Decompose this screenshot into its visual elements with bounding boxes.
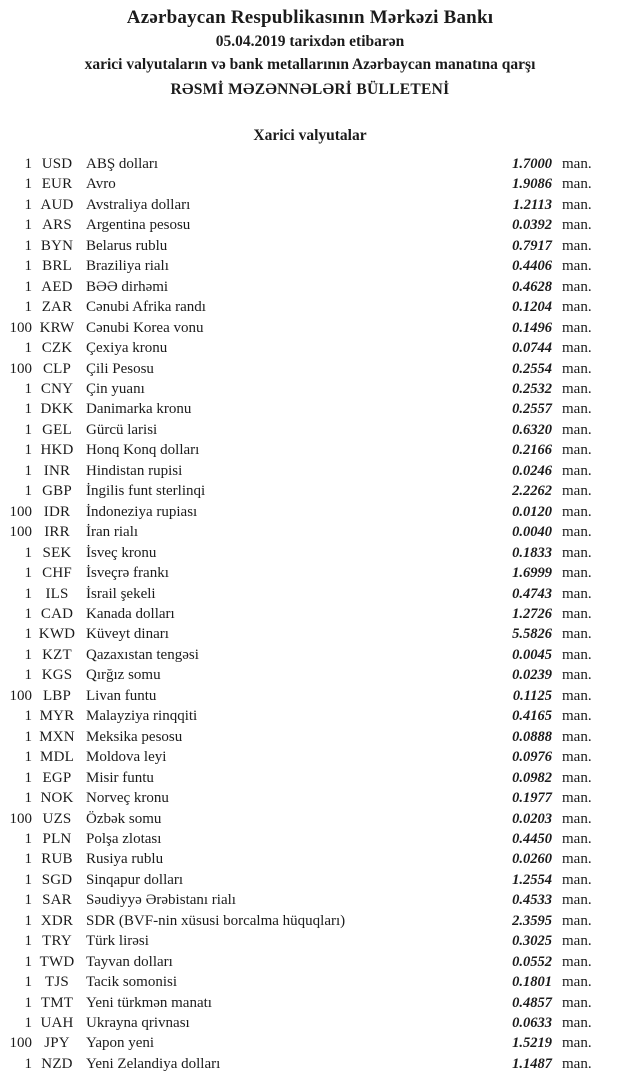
rate-row [0,563,606,583]
row-currency-name: Tacik somonisi [86,974,178,991]
row-unit-label: man. [562,503,592,520]
row-currency-name: Yapon yeni [86,1035,155,1052]
row-currency-code: CNY [40,380,74,397]
row-rate-value: 2.2262 [512,483,552,500]
row-rate-value: 0.2532 [512,380,552,397]
row-rate-value: 0.1801 [512,974,552,991]
row-currency-code: BRL [42,258,72,275]
row-currency-code: GBP [42,483,72,500]
row-rate-value: 0.1204 [512,299,552,316]
row-rate-value: 0.1977 [512,790,552,807]
subject-line: xarici valyutaların və bank metallarının Azərbaycan manatına qarşı [84,56,536,73]
row-unit-label: man. [562,626,592,643]
row-currency-code: INR [43,462,71,479]
row-unit-label: man. [562,360,592,377]
row-unit-label: man. [562,1035,592,1052]
row-currency-name: Cənubi Afrika randı [86,299,206,316]
row-currency-name: Sinqapur dolları [86,871,184,888]
row-rate-value: 1.1487 [512,1055,552,1072]
row-rate-value: 0.2557 [512,401,552,418]
row-rate-value: 0.4743 [512,585,552,602]
rate-row [0,972,606,992]
row-quantity: 1 [24,871,32,888]
row-unit-label: man. [562,953,592,970]
row-currency-name: Honq Konq dolları [86,442,200,459]
row-quantity: 1 [24,380,32,397]
row-currency-code: AUD [40,196,74,213]
row-quantity: 1 [24,156,32,172]
row-unit-label: man. [562,524,592,541]
row-rate-value: 0.4533 [512,892,552,909]
row-currency-code: RUB [41,851,73,868]
row-rate-value: 1.9086 [512,176,552,193]
row-currency-name: Səudiyyə Ərəbistanı rialı [86,892,236,909]
row-quantity: 1 [24,708,32,725]
row-rate-value: 0.4165 [512,708,552,725]
row-rate-value: 0.0120 [512,503,552,520]
row-quantity: 100 [9,687,32,704]
row-rate-value: 0.4857 [512,994,552,1011]
row-unit-label: man. [562,830,592,847]
row-currency-name: Braziliya rialı [86,258,169,275]
row-rate-value: 0.1125 [512,687,552,704]
row-currency-code: KGS [41,667,73,684]
row-currency-code: ZAR [41,299,73,316]
bulletin-title: RƏSMİ MƏZƏNNƏLƏRİ BÜLLETENİ [170,81,450,98]
row-currency-code: TJS [45,974,69,991]
rate-row [0,645,606,665]
rate-row [0,584,606,604]
row-currency-code: TMT [40,994,74,1011]
rate-row [0,1033,606,1053]
row-quantity: 1 [24,237,32,254]
row-unit-label: man. [562,299,592,316]
row-rate-value: 0.0633 [512,1015,552,1032]
row-quantity: 1 [24,585,32,602]
row-quantity: 100 [9,810,32,827]
row-currency-name: Cənubi Korea vonu [86,319,204,336]
row-currency-code: MXN [39,728,75,745]
row-currency-code: UAH [40,1015,74,1032]
row-unit-label: man. [562,176,592,193]
row-quantity: 1 [24,667,32,684]
row-unit-label: man. [562,544,592,561]
row-rate-value: 0.0888 [512,728,552,745]
row-rate-value: 0.2554 [512,360,552,377]
row-currency-code: MDL [40,749,74,766]
row-currency-name: Belarus rublu [86,237,168,254]
row-currency-code: EUR [41,176,73,193]
rate-row [0,174,606,194]
row-quantity: 1 [24,442,32,459]
row-quantity: 1 [24,258,32,275]
row-rate-value: 0.3025 [512,933,552,950]
row-currency-code: KZT [42,646,72,663]
rate-row [0,195,606,215]
row-unit-label: man. [562,769,592,786]
row-currency-code: HKD [40,442,74,459]
row-unit-label: man. [562,380,592,397]
row-quantity: 1 [24,605,32,622]
row-currency-name: İsveçrə frankı [86,565,169,582]
row-unit-label: man. [562,974,592,991]
row-currency-name: Moldova leyi [86,749,167,766]
row-unit-label: man. [562,646,592,663]
row-currency-name: İsveç kronu [86,544,157,561]
row-quantity: 1 [24,421,32,438]
row-quantity: 1 [24,299,32,316]
rate-row [0,461,606,481]
row-unit-label: man. [562,319,592,336]
row-currency-code: ARS [42,217,72,234]
row-quantity: 1 [24,728,32,745]
row-currency-name: İngilis funt sterlinqi [86,483,206,500]
row-unit-label: man. [562,912,592,929]
rate-row [0,809,606,829]
row-currency-code: AED [41,278,73,295]
row-currency-name: Ukrayna qrivnası [86,1015,190,1032]
row-unit-label: man. [562,196,592,213]
row-currency-name: Özbək somu [86,810,162,827]
row-currency-code: EGP [42,769,72,786]
row-currency-name: Çin yuanı [86,380,145,397]
row-currency-name: Avro [86,176,116,193]
row-quantity: 1 [24,483,32,500]
row-quantity: 1 [24,462,32,479]
rate-row [0,1054,606,1073]
bank-title: Azərbaycan Respublikasının Mərkəzi Bankı [126,7,494,28]
rate-row [0,727,606,747]
effective-date-line: 05.04.2019 tarixdən etibarən [215,33,405,50]
row-currency-code: IRR [44,524,70,541]
row-rate-value: 0.6320 [512,421,552,438]
row-currency-code: DKK [40,401,74,418]
row-quantity: 1 [24,217,32,234]
row-rate-value: 0.0744 [512,340,552,357]
row-currency-code: IDR [43,503,71,520]
rate-row [0,359,606,379]
row-unit-label: man. [562,728,592,745]
row-currency-code: MYR [39,708,75,725]
row-rate-value: 2.3595 [512,912,552,929]
row-currency-name: Yeni türkmən manatı [86,994,212,1011]
row-unit-label: man. [562,871,592,888]
row-unit-label: man. [562,442,592,459]
row-currency-name: Tayvan dolları [86,953,173,970]
row-quantity: 1 [24,953,32,970]
row-currency-name: İran rialı [86,524,139,541]
row-currency-code: TWD [39,953,75,970]
row-unit-label: man. [562,258,592,275]
rate-row [0,788,606,808]
row-rate-value: 1.6999 [512,565,552,582]
row-quantity: 100 [9,524,32,541]
row-unit-label: man. [562,462,592,479]
row-unit-label: man. [562,749,592,766]
rate-row [0,256,606,276]
row-rate-value: 1.7000 [512,156,552,172]
row-quantity: 100 [9,360,32,377]
row-currency-name: Hindistan rupisi [86,462,183,479]
row-rate-value: 0.0045 [512,646,552,663]
row-quantity: 1 [24,196,32,213]
rate-row [0,481,606,501]
row-currency-code: SAR [42,892,72,909]
row-currency-name: SDR (BVF-nin xüsusi borcalma hüquqları) [86,912,346,929]
row-currency-name: Danimarka kronu [86,401,192,418]
row-rate-value: 1.2113 [512,196,552,213]
row-rate-value: 0.0203 [512,810,552,827]
row-rate-value: 0.4628 [512,278,552,295]
row-currency-name: Misir funtu [86,769,154,786]
row-rate-value: 0.0260 [512,851,552,868]
row-quantity: 1 [24,769,32,786]
rate-row [0,379,606,399]
row-currency-name: Meksika pesosu [86,728,183,745]
row-currency-code: NOK [40,790,74,807]
rate-row [0,338,606,358]
row-rate-value: 0.4450 [512,830,552,847]
rate-row [0,686,606,706]
row-unit-label: man. [562,994,592,1011]
row-rate-value: 0.2166 [512,442,552,459]
row-quantity: 1 [24,401,32,418]
row-rate-value: 1.5219 [512,1035,552,1052]
rate-row [0,911,606,931]
row-unit-label: man. [562,421,592,438]
row-currency-name: Qazaxıstan tengəsi [86,646,199,663]
row-currency-name: Çili Pesosu [86,360,154,377]
row-quantity: 1 [24,646,32,663]
rate-row [0,297,606,317]
row-rate-value: 0.0982 [512,769,552,786]
row-currency-code: PLN [42,830,72,847]
rate-row [0,236,606,256]
row-quantity: 1 [24,565,32,582]
rate-row [0,420,606,440]
row-unit-label: man. [562,217,592,234]
row-currency-name: BƏƏ dirhəmi [86,278,169,295]
row-currency-name: Qırğız somu [86,667,161,684]
row-rate-value: 0.0976 [512,749,552,766]
rate-row [0,1013,606,1033]
row-unit-label: man. [562,585,592,602]
row-rate-value: 1.2726 [512,605,552,622]
rate-row [0,624,606,644]
row-unit-label: man. [562,156,592,172]
row-currency-code: NZD [41,1055,73,1072]
row-unit-label: man. [562,237,592,254]
rate-row [0,747,606,767]
row-unit-label: man. [562,892,592,909]
row-quantity: 1 [24,626,32,643]
rate-row [0,993,606,1013]
row-currency-name: Gürcü larisi [86,421,158,438]
row-currency-code: CZK [41,340,73,357]
row-unit-label: man. [562,1015,592,1032]
row-unit-label: man. [562,667,592,684]
rates-table [0,154,620,1073]
row-currency-name: İsrail şekeli [86,585,156,602]
row-quantity: 1 [24,892,32,909]
row-rate-value: 0.7917 [512,237,552,254]
row-unit-label: man. [562,483,592,500]
row-currency-code: SEK [42,544,72,561]
rate-row [0,154,606,174]
row-unit-label: man. [562,810,592,827]
row-currency-name: Livan funtu [86,687,157,704]
row-currency-name: Argentina pesosu [86,217,191,234]
row-currency-code: KWD [38,626,76,643]
row-currency-code: GEL [42,421,72,438]
row-unit-label: man. [562,1055,592,1072]
row-unit-label: man. [562,565,592,582]
rate-row [0,706,606,726]
row-rate-value: 0.1833 [512,544,552,561]
row-quantity: 1 [24,278,32,295]
row-unit-label: man. [562,401,592,418]
rate-row [0,318,606,338]
rate-row [0,399,606,419]
row-currency-name: İndoneziya rupiası [86,503,198,520]
row-currency-code: CAD [40,605,74,622]
row-quantity: 1 [24,933,32,950]
row-currency-code: KRW [39,319,75,336]
row-currency-name: Çexiya kronu [86,340,168,357]
rate-row [0,952,606,972]
row-currency-name: Avstraliya dolları [86,196,191,213]
row-rate-value: 0.4406 [512,258,552,275]
row-quantity: 1 [24,994,32,1011]
row-currency-name: Malayziya rinqqiti [86,708,198,725]
row-unit-label: man. [562,933,592,950]
row-quantity: 1 [24,340,32,357]
row-quantity: 1 [24,749,32,766]
row-quantity: 100 [9,503,32,520]
rate-row [0,849,606,869]
row-rate-value: 0.0040 [512,524,552,541]
row-currency-code: ILS [45,585,69,602]
row-currency-name: Kanada dolları [86,605,175,622]
row-currency-name: Küveyt dinarı [86,626,169,643]
rate-row [0,870,606,890]
row-quantity: 1 [24,830,32,847]
row-unit-label: man. [562,851,592,868]
row-quantity: 1 [24,1055,32,1072]
rate-row [0,277,606,297]
section-title: Xarici valyutalar [253,127,367,144]
rate-row [0,768,606,788]
row-quantity: 100 [9,319,32,336]
rate-row [0,543,606,563]
row-currency-name: Yeni Zelandiya dolları [86,1055,221,1072]
row-quantity: 1 [24,1015,32,1032]
row-unit-label: man. [562,605,592,622]
rate-row [0,215,606,235]
rate-row [0,665,606,685]
row-currency-name: Türk lirəsi [86,933,149,950]
rate-row [0,829,606,849]
row-currency-code: TRY [42,933,72,950]
row-unit-label: man. [562,340,592,357]
row-currency-code: LBP [42,687,72,704]
row-quantity: 1 [24,544,32,561]
row-currency-code: CHF [42,565,72,582]
rate-row [0,502,606,522]
row-quantity: 1 [24,851,32,868]
row-quantity: 1 [24,790,32,807]
row-currency-code: XDR [40,912,74,929]
row-rate-value: 0.0246 [512,462,552,479]
row-rate-value: 0.0392 [512,217,552,234]
row-currency-code: SGD [41,871,73,888]
row-unit-label: man. [562,687,592,704]
row-currency-code: USD [41,156,73,172]
row-currency-code: CLP [42,360,72,377]
row-currency-code: JPY [44,1035,70,1052]
row-quantity: 100 [9,1035,32,1052]
row-unit-label: man. [562,278,592,295]
row-quantity: 1 [24,974,32,991]
row-currency-name: ABŞ dolları [86,156,159,172]
rate-row [0,931,606,951]
row-currency-name: Polşa zlotası [86,830,162,847]
row-rate-value: 0.1496 [512,319,552,336]
row-currency-code: BYN [40,237,74,254]
row-unit-label: man. [562,708,592,725]
row-rate-value: 1.2554 [512,871,552,888]
row-rate-value: 0.0552 [512,953,552,970]
rate-row [0,604,606,624]
rate-row [0,522,606,542]
row-unit-label: man. [562,790,592,807]
row-rate-value: 5.5826 [512,626,552,643]
row-currency-name: Norveç kronu [86,790,169,807]
row-currency-name: Rusiya rublu [86,851,164,868]
row-quantity: 1 [24,912,32,929]
row-currency-code: UZS [42,810,72,827]
rate-row [0,890,606,910]
row-quantity: 1 [24,176,32,193]
bulletin-header [0,0,620,101]
rate-row [0,440,606,460]
row-rate-value: 0.0239 [512,667,552,684]
